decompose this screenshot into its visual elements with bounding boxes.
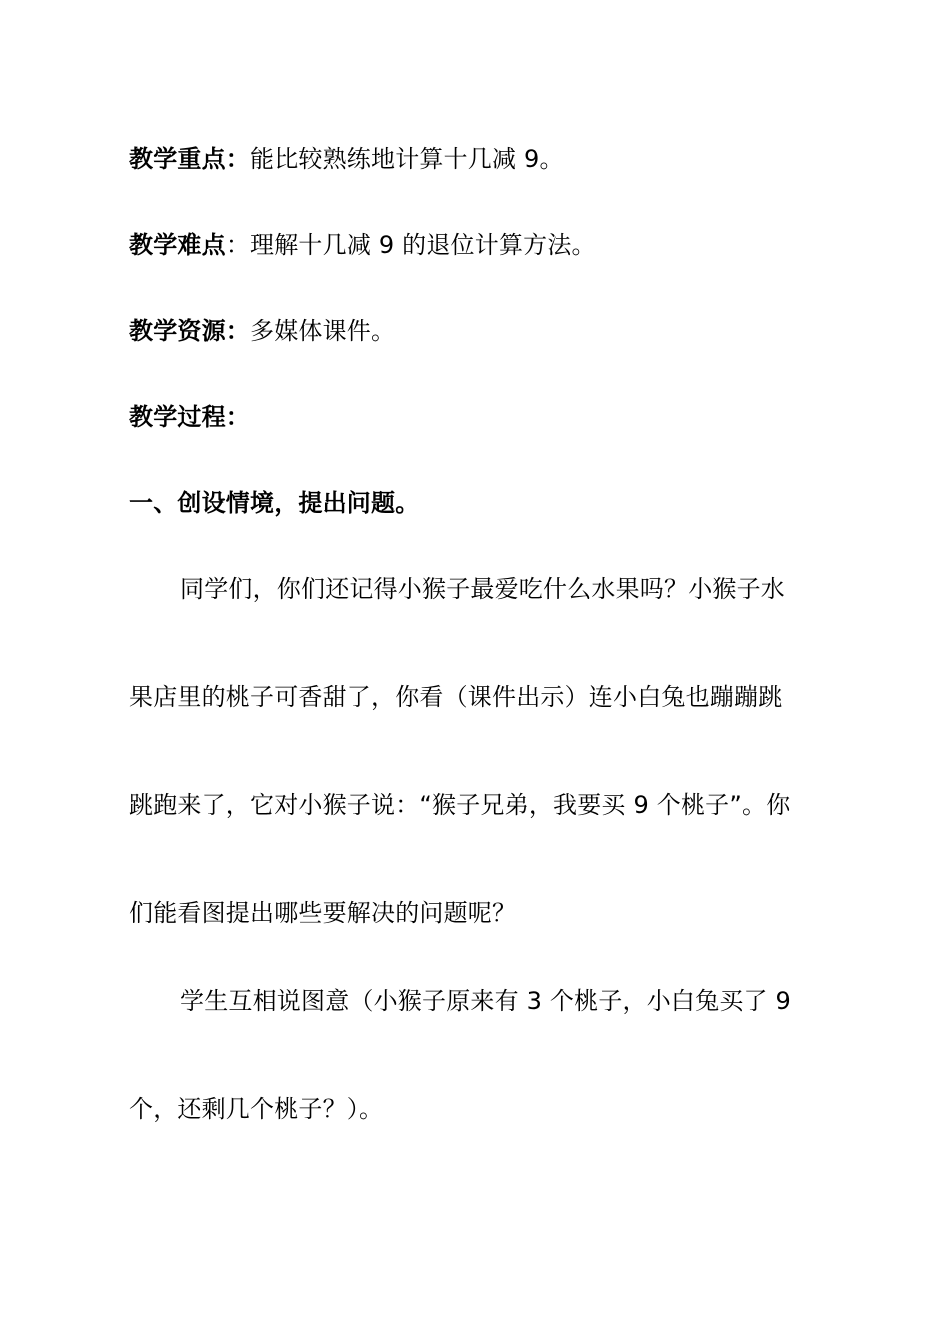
resources-line — [129, 315, 829, 347]
difficult-point-label: 教学难点 — [129, 231, 226, 259]
paragraph2-line2: 个，还剩几个桃子？）。 — [129, 1095, 384, 1123]
key-point-text: 能比较熟练地计算十几减 9。 — [250, 145, 564, 173]
key-point-label: 教学重点： — [129, 145, 250, 173]
paragraph1-line1: 同学们，你们还记得小猴子最爱吃什么水果吗？小猴子水 — [180, 575, 785, 603]
resources-label: 教学资源： — [129, 317, 250, 345]
section-one-heading: 一、创设情境，提出问题。 — [129, 489, 420, 517]
key-point-line — [129, 143, 829, 175]
process-heading: 教学过程： — [129, 403, 250, 431]
paragraph1-line3: 跳跑来了，它对小猴子说：“猴子兄弟，我要买 9 个桃子”。你 — [129, 791, 791, 819]
resources-text: 多媒体课件。 — [250, 317, 396, 345]
paragraph2-line1: 学生互相说图意（小猴子原来有 3 个桃子，小白兔买了 9 — [180, 987, 792, 1015]
difficult-point-colon: ： — [225, 231, 251, 259]
difficult-point-text: 理解十几减 9 的退位计算方法。 — [250, 231, 596, 259]
paragraph1-line2: 果店里的桃子可香甜了，你看（课件出示）连小白兔也蹦蹦跳 — [129, 683, 783, 711]
difficult-point-line — [129, 229, 829, 261]
paragraph1-line4: 们能看图提出哪些要解决的问题呢？ — [129, 899, 517, 927]
